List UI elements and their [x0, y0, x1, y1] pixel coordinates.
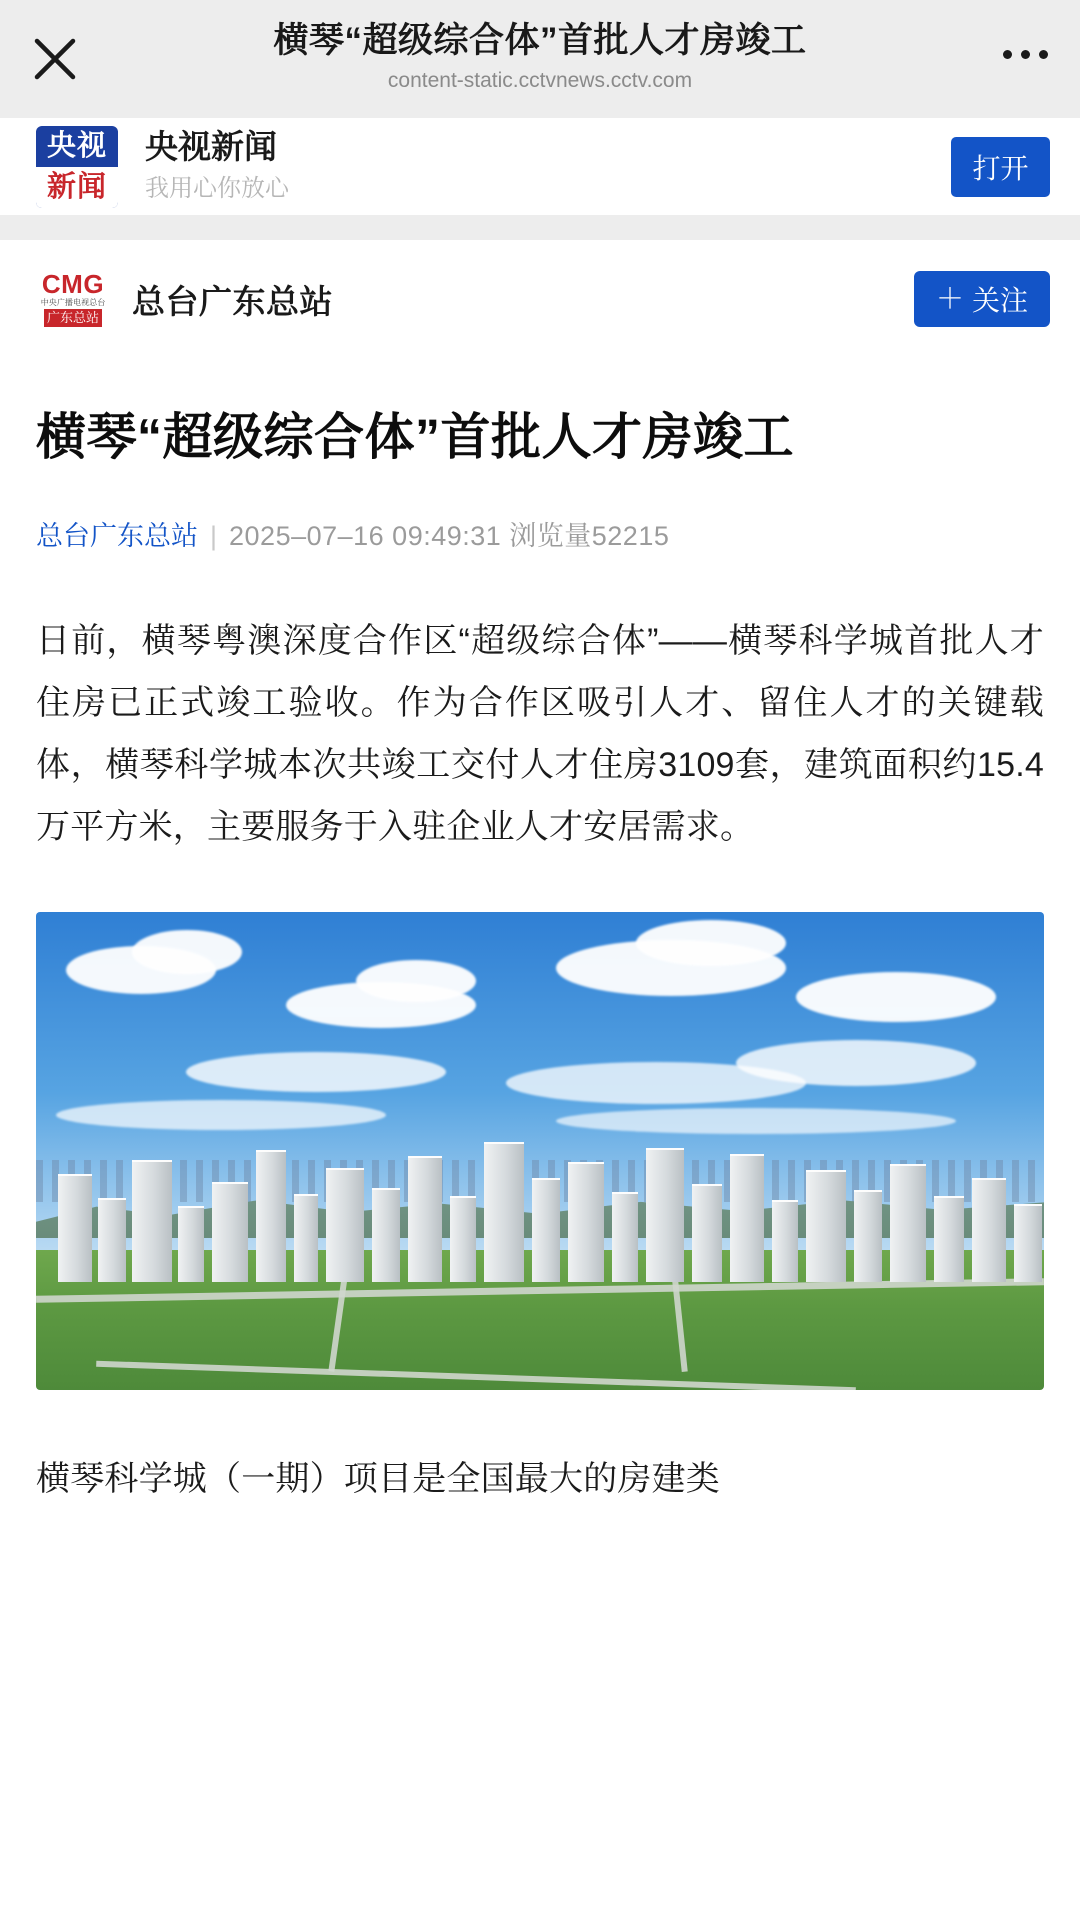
app-slogan: 我用心你放心 — [145, 175, 289, 202]
building-shape — [772, 1200, 798, 1282]
cloud-shape — [186, 1052, 446, 1092]
building-shape — [294, 1194, 318, 1282]
building-shape — [972, 1178, 1006, 1282]
building-shape — [58, 1174, 92, 1282]
open-app-button[interactable]: 打开 — [951, 137, 1050, 197]
meta-divider: | — [210, 521, 218, 551]
source-name[interactable]: 总台广东总站 — [132, 282, 333, 320]
building-shape — [98, 1198, 126, 1282]
building-shape — [408, 1156, 442, 1282]
building-shape — [730, 1154, 764, 1282]
building-shape — [450, 1196, 476, 1282]
app-info — [145, 125, 289, 208]
more-dots-icon — [1003, 50, 1048, 59]
plus-icon: ＋ — [935, 283, 964, 314]
building-shape — [854, 1190, 882, 1282]
cloud-shape — [636, 920, 786, 966]
page-url: content-static.cctvnews.cctv.com — [387, 69, 693, 92]
meta-timestamp-views: 2025–07–16 09:49:31 浏览量52215 — [229, 521, 670, 551]
follow-button[interactable] — [914, 271, 1050, 327]
cloud-shape — [736, 1040, 976, 1086]
city-buildings — [36, 1122, 1044, 1282]
browser-top-bar — [0, 0, 1080, 118]
source-header — [0, 240, 1080, 358]
cmg-logo-icon — [36, 270, 110, 328]
cmg-logo-sub: 中央广播电视总台 — [40, 297, 106, 307]
building-shape — [178, 1206, 204, 1282]
browser-title-block — [110, 18, 970, 100]
app-logo-bottom-text: 新闻 — [36, 167, 118, 208]
section-divider — [0, 215, 1080, 240]
close-icon — [32, 36, 78, 82]
more-options-button[interactable] — [970, 0, 1080, 118]
follow-button-label: 关注 — [971, 285, 1028, 316]
article-meta — [36, 516, 1044, 556]
building-shape — [372, 1188, 400, 1282]
building-shape — [612, 1192, 638, 1282]
building-shape — [568, 1162, 604, 1282]
building-shape — [646, 1148, 684, 1282]
article-headline: 横琴“超级综合体”首批人才房竣工 — [36, 409, 794, 465]
app-logo-icon — [36, 126, 118, 208]
cloud-shape — [796, 972, 996, 1022]
building-shape — [132, 1160, 172, 1282]
building-shape — [890, 1164, 926, 1282]
close-button[interactable] — [0, 0, 110, 118]
building-shape — [212, 1182, 248, 1282]
app-promo-bar — [0, 118, 1080, 215]
building-shape — [256, 1150, 286, 1282]
building-shape — [1014, 1204, 1042, 1282]
building-shape — [532, 1178, 560, 1282]
article-paragraph-1: 日前，横琴粤澳深度合作区“超级综合体”——横琴科学城首批人才住房已正式竣工验收。作为合作区吸引人才、留住人才的关键载体，横琴科学城本次共竣工交付人才住房3109套，建筑面积约15.4万平方米，主要服务于入驻企业人才安居需求。 — [36, 622, 1044, 846]
building-shape — [692, 1184, 722, 1282]
cloud-shape — [132, 930, 242, 974]
cmg-logo-tag: 广东总站 — [44, 309, 102, 327]
article-body — [0, 404, 1080, 1510]
cloud-shape — [356, 960, 476, 1002]
page-title: 横琴“超级综合体”首批人才房竣工 — [273, 21, 807, 60]
building-shape — [326, 1168, 364, 1282]
building-shape — [484, 1142, 524, 1282]
article-paragraph-2: 横琴科学城（一期）项目是全国最大的房建类 — [36, 1460, 720, 1498]
app-logo-top-text: 央视 — [46, 129, 107, 162]
app-name: 央视新闻 — [145, 128, 277, 165]
article-hero-image[interactable] — [36, 912, 1044, 1390]
building-shape — [806, 1170, 846, 1282]
building-shape — [934, 1196, 964, 1282]
cmg-logo-main: CMG — [41, 269, 105, 299]
meta-source-link[interactable]: 总台广东总站 — [36, 521, 198, 551]
